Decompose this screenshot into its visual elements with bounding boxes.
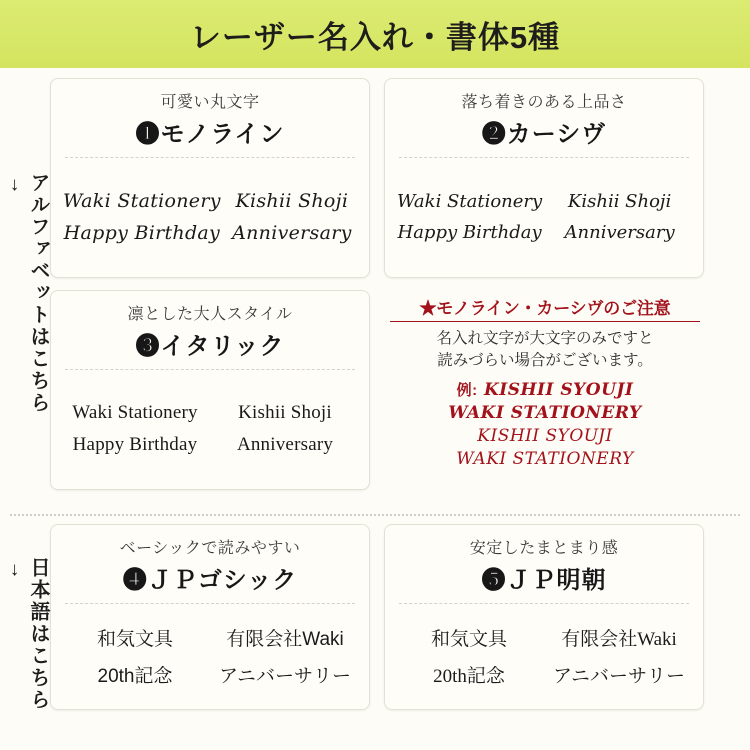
side-label-japanese-text: 日本語はこちら <box>27 557 49 711</box>
sample-text: Waki Stationery <box>72 401 198 423</box>
example-text: WAKI STATIONERY <box>448 402 642 423</box>
sample-grid <box>397 614 691 697</box>
sample-text: Happy Birthday <box>63 221 221 244</box>
sample-grid <box>63 614 357 697</box>
sample-grid <box>63 380 357 477</box>
card-divider <box>399 157 689 158</box>
card-subtitle: 凛とした大人スタイル <box>127 306 293 323</box>
sample-text: Kishii Shoji <box>238 401 332 423</box>
card-subtitle: ベーシックで読みやすい <box>119 540 301 557</box>
example-label: 例: <box>456 381 478 399</box>
card-title: ❶モノライン <box>135 121 285 148</box>
notice-examples <box>390 379 700 471</box>
card-title: ❷カーシヴ <box>481 121 607 148</box>
section-alphabet <box>0 68 750 514</box>
side-label-alphabet <box>4 78 50 508</box>
card-subtitle: 落ち着きのある上品さ <box>461 94 627 111</box>
side-label-japanese <box>4 524 50 744</box>
sample-text: 20th記念 <box>97 665 173 687</box>
card-divider <box>65 157 355 158</box>
sample-text: アニバーサリー <box>552 665 686 687</box>
font-card-jp-gothic[interactable] <box>50 524 370 710</box>
sample-text: 20th記念 <box>433 665 505 687</box>
sample-text: Kishii Shoji <box>567 190 672 212</box>
section-japanese <box>0 516 750 750</box>
example-text: KISHII SYOUJI <box>483 379 634 400</box>
side-label-alphabet-text: アルファベットはこちら <box>27 172 49 414</box>
font-card-cursive[interactable] <box>384 78 704 278</box>
arrow-icon: → <box>6 560 28 582</box>
card-title: ❹ＪＰゴシック <box>122 567 298 594</box>
card-subtitle: 可愛い丸文字 <box>160 94 260 111</box>
font-card-italic[interactable] <box>50 290 370 490</box>
card-title: ❸イタリック <box>135 333 285 360</box>
card-title: ❺ＪＰ明朝 <box>481 567 607 594</box>
page-body <box>0 68 750 750</box>
sample-grid <box>63 168 357 265</box>
sample-text: 有限会社Waki <box>226 628 344 650</box>
sample-text: アニバーサリー <box>218 665 352 687</box>
example-text: WAKI STATIONERY <box>456 448 634 469</box>
page-title: レーザー名入れ・書体5種 <box>189 19 561 55</box>
sample-text: Waki Stationery <box>63 189 221 212</box>
notice-body-line: 名入れ文字が大文字のみですと <box>436 330 654 347</box>
sample-text: Anniversary <box>236 433 334 455</box>
sample-text: 和気文具 <box>96 628 173 650</box>
notice-body-line: 読みづらい場合がございます。 <box>437 352 653 370</box>
card-divider <box>65 369 355 370</box>
sample-grid <box>397 168 691 265</box>
font-card-jp-mincho[interactable] <box>384 524 704 710</box>
notice-title: ★モノライン・カーシヴのご注意 <box>390 294 700 322</box>
notice-block <box>384 290 704 490</box>
alphabet-cards <box>50 78 742 508</box>
sample-text: Happy Birthday <box>72 433 198 455</box>
example-text: KISHII SYOUJI <box>477 425 613 446</box>
sample-text: Anniversary <box>232 221 352 244</box>
card-divider <box>65 603 355 604</box>
sample-text: 有限会社Waki <box>561 628 677 650</box>
japanese-cards <box>50 524 742 744</box>
font-card-monoline[interactable] <box>50 78 370 278</box>
sample-text: Anniversary <box>564 221 675 243</box>
card-subtitle: 安定したまとまり感 <box>469 540 619 557</box>
notice-body <box>390 328 700 373</box>
arrow-icon: → <box>6 175 28 197</box>
card-divider <box>399 603 689 604</box>
sample-text: Kishii Shoji <box>235 189 349 212</box>
sample-text: 和気文具 <box>430 628 507 650</box>
page-header <box>0 0 750 68</box>
sample-text: Happy Birthday <box>397 221 542 243</box>
sample-text: Waki Stationery <box>397 190 543 212</box>
